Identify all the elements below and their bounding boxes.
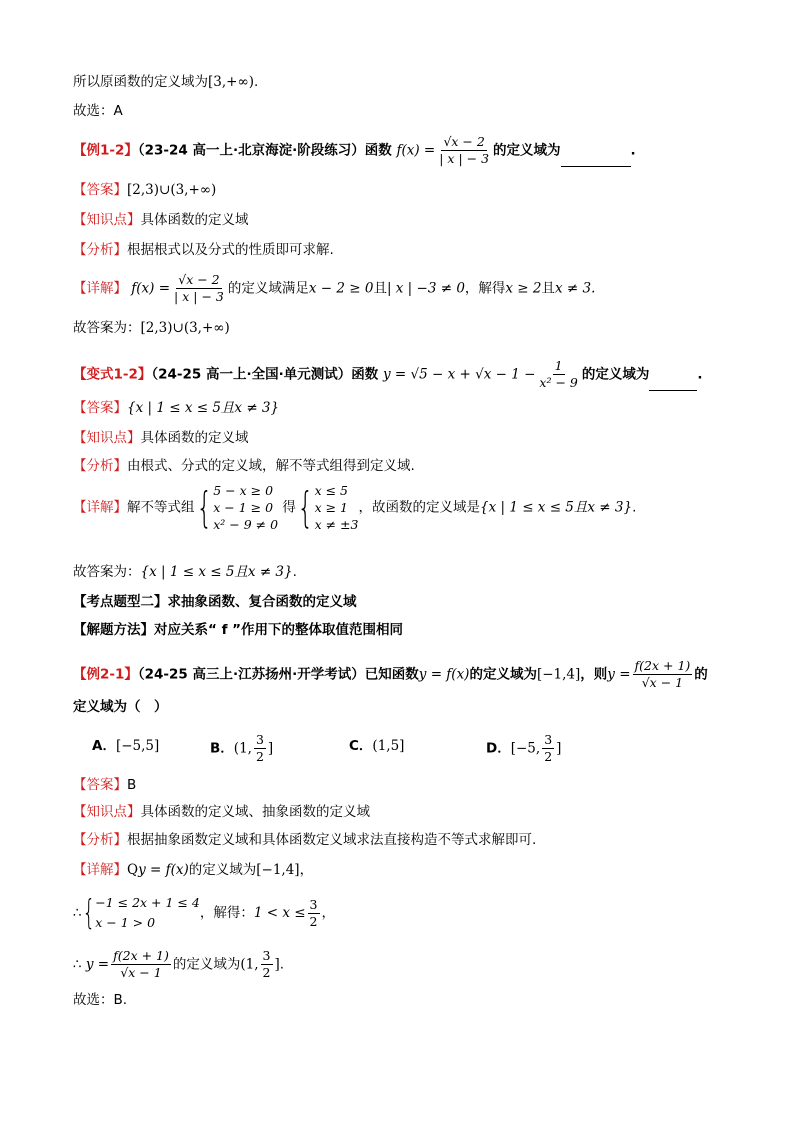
fraction-numerator: 3 (309, 896, 318, 912)
detail-line (73, 482, 636, 533)
analysis-value: 根据根式以及分式的性质即可求解. (127, 242, 334, 258)
system-row: x ≥ 1 (314, 500, 349, 515)
detail-text: ，解得： (199, 905, 254, 921)
knowledge-line (73, 210, 249, 230)
left-brace: { (81, 893, 95, 933)
fraction-numerator: √x − 2 (178, 272, 220, 287)
therefore-symbol: ∴ (73, 905, 82, 921)
fraction-numerator: f(2x + 1) (634, 658, 691, 673)
answer-value: B (127, 777, 137, 793)
detail-line (73, 272, 595, 305)
example-2-1-line2: 定义域为（ ） (73, 699, 168, 715)
function-fraction (537, 358, 579, 391)
knowledge-tag: 【知识点】 (73, 804, 141, 820)
answer-line (73, 398, 279, 418)
so-answer-line (73, 562, 297, 582)
system-row: x ≠ ±3 (314, 517, 359, 532)
knowledge-tag: 【知识点】 (73, 212, 141, 228)
analysis-line (73, 830, 536, 850)
so-answer-line (73, 318, 230, 338)
detail-text: 的定义域满足 (227, 280, 309, 297)
domain-set: {x | 1 ≤ x ≤ 5且x ≠ 3} (479, 499, 633, 516)
system-row: x − 1 > 0 (95, 915, 156, 930)
detail-text: 的定义域为 (188, 862, 257, 878)
function-label: f(x) = (396, 142, 436, 159)
fraction-denominator: 2 (544, 749, 553, 764)
given-domain: [−1,4] (256, 862, 300, 878)
detail-tag: 【详解】 (73, 280, 127, 297)
example-source: （24-25 高三上·江苏扬州·开学考试）已知函数 (137, 666, 419, 683)
knowledge-line (73, 802, 370, 822)
conclusion-domain: [3,+∞) (208, 74, 254, 90)
option-b[interactable] (210, 732, 273, 765)
function-label: y = (607, 666, 631, 683)
domain-fraction (261, 948, 273, 981)
example-text: 的 (694, 666, 708, 683)
answer-line (73, 775, 136, 795)
fraction-denominator: | x | − 3 (174, 289, 224, 304)
option-value: (1,5] (372, 738, 405, 754)
and-text: 且 (541, 280, 556, 297)
example-source: （23-24 高一上·北京海淀·阶段练习）函数 (137, 142, 392, 159)
fraction-numerator: 1 (554, 358, 563, 373)
analysis-tag: 【分析】 (73, 832, 127, 848)
comma: ， (321, 905, 335, 921)
inequality-system (95, 893, 200, 933)
variant-tag: 【变式1-2】 (73, 366, 152, 383)
function-label: y = f(x) (418, 666, 470, 683)
fraction-denominator: | x | − 3 (439, 151, 490, 166)
option-value: ] (556, 740, 562, 757)
condition-1: x − 2 ≥ 0 (308, 280, 374, 297)
section-heading: 【考点题型二】求抽象函数、复合函数的定义域 (73, 594, 357, 610)
answer-tag: 【答案】 (73, 777, 127, 793)
condition-4: x ≠ 3. (555, 280, 596, 297)
period: . (279, 956, 285, 973)
method-line: 【解题方法】对应关系“ f ”作用下的整体取值范围相同 (73, 622, 404, 638)
analysis-tag: 【分析】 (73, 242, 127, 258)
example-tail: 的定义域为 (493, 142, 561, 159)
knowledge-value: 具体函数的定义域、抽象函数的定义域 (140, 804, 370, 820)
fraction-denominator: 2 (262, 965, 271, 980)
function-fraction (111, 948, 171, 981)
fraction-numerator: 3 (544, 732, 553, 747)
detail-line-2 (73, 893, 335, 933)
system-row: x − 1 ≥ 0 (213, 500, 274, 515)
example-1-2 (73, 134, 636, 167)
function-fraction (633, 658, 693, 691)
fraction-denominator: x² − 9 (539, 375, 578, 390)
knowledge-tag: 【知识点】 (73, 430, 141, 446)
final-choice-line: 故选：B. (73, 992, 128, 1008)
period: . (292, 564, 297, 580)
knowledge-line (73, 428, 249, 448)
analysis-value: 由根式、分式的定义域，解不等式组得到定义域. (127, 458, 415, 474)
answer-blank (561, 152, 631, 167)
detail-text: 得 (282, 499, 296, 516)
and-text: 且 (373, 280, 387, 297)
function-label: y = f(x) (138, 862, 189, 878)
analysis-line (73, 456, 415, 476)
analysis-value: 根据抽象函数定义域和具体函数定义域求法直接构造不等式求解即可. (127, 832, 537, 848)
system-row: x² − 9 ≠ 0 (213, 517, 279, 532)
function-expression: y = √5 − x + √x − 1 − (382, 366, 536, 383)
fraction-denominator: √x − 1 (120, 965, 162, 980)
knowledge-value: 具体函数的定义域 (140, 212, 249, 228)
domain-value: (1, (240, 956, 259, 973)
period: . (697, 366, 703, 383)
conclusion-text: 所以原函数的定义域为 (73, 74, 208, 90)
system-row: 5 − x ≥ 0 (213, 483, 274, 498)
fraction-denominator: √x − 1 (641, 675, 684, 690)
option-fraction (254, 732, 266, 765)
knowledge-value: 具体函数的定义域 (140, 430, 249, 446)
fraction-denominator: 2 (309, 913, 318, 929)
function-fraction (437, 134, 491, 167)
detail-tag: 【详解】 (73, 499, 127, 516)
system-row: −1 ≤ 2x + 1 ≤ 4 (95, 895, 200, 910)
detail-text: ，故函数的定义域是 (358, 499, 480, 516)
fraction-numerator: 3 (262, 948, 271, 963)
since-symbol: Q (127, 862, 139, 878)
option-d[interactable] (486, 732, 561, 765)
condition-3: x ≥ 2 (505, 280, 542, 297)
example-tag: 【例2-1】 (73, 666, 138, 683)
option-key: C． (349, 738, 373, 754)
option-a[interactable] (92, 736, 159, 756)
option-value: [−5, (510, 740, 541, 757)
answer-value: [2,3)∪(3,+∞) (127, 182, 217, 198)
conclusion-line (73, 72, 258, 92)
option-key: B． (210, 740, 234, 757)
option-fraction (542, 732, 554, 765)
comma: ， (299, 862, 314, 878)
left-brace: { (195, 482, 212, 532)
answer-value: {x | 1 ≤ x ≤ 5且x ≠ 3} (127, 400, 280, 416)
answer-tag: 【答案】 (73, 182, 127, 198)
example-2-1 (73, 658, 708, 691)
domain-value: ] (274, 956, 280, 973)
option-value: ] (267, 740, 274, 757)
result-fraction (308, 897, 320, 930)
detail-line-3 (73, 948, 284, 981)
result-inequality: 1 < x ≤ (253, 905, 306, 921)
period: . (253, 74, 259, 90)
fraction-numerator: √x − 2 (443, 134, 485, 149)
variant-source: （24-25 高一上·全国·单元测试）函数 (151, 366, 379, 383)
option-key: D． (486, 740, 511, 757)
condition-2: | x | −3 ≠ 0 (386, 280, 465, 297)
answer-blank (649, 376, 697, 391)
function-label: f(x) = (131, 280, 171, 297)
variant-1-2 (73, 358, 702, 391)
function-label: y = (85, 956, 110, 973)
detail-text: ，解得 (464, 280, 506, 297)
period: . (630, 142, 636, 159)
inequality-system (213, 482, 278, 533)
system-row: x ≤ 5 (314, 483, 349, 498)
detail-line (73, 860, 313, 880)
variant-tail: 的定义域为 (581, 366, 650, 383)
analysis-tag: 【分析】 (73, 458, 127, 474)
option-c[interactable] (349, 736, 404, 756)
period: . (632, 499, 637, 516)
option-value: [−5,5] (115, 738, 160, 754)
example-text: ，则 (580, 666, 608, 683)
option-key: A． (92, 738, 116, 754)
example-text: 的定义域为 (469, 666, 537, 683)
given-domain: [−1,4] (536, 666, 581, 683)
detail-text: 的定义域为 (172, 956, 241, 973)
option-value: (1, (233, 740, 252, 757)
function-fraction (172, 272, 226, 305)
detail-text: 解不等式组 (127, 499, 195, 516)
so-answer-value: [2,3)∪(3,+∞) (140, 320, 230, 336)
fraction-numerator: f(2x + 1) (113, 948, 169, 963)
so-answer-value: {x | 1 ≤ x ≤ 5且x ≠ 3} (140, 564, 293, 580)
choice-line: 故选：A (73, 103, 123, 119)
result-system (315, 482, 359, 533)
therefore-symbol: ∴ (73, 956, 82, 973)
answer-line (73, 180, 216, 200)
detail-tag: 【详解】 (73, 862, 127, 878)
example-tag: 【例1-2】 (73, 142, 138, 159)
fraction-numerator: 3 (255, 732, 264, 747)
fraction-denominator: 2 (255, 749, 264, 764)
analysis-line (73, 240, 334, 260)
left-brace: { (297, 482, 314, 532)
so-answer-text: 故答案为： (73, 320, 141, 336)
answer-tag: 【答案】 (73, 400, 127, 416)
so-answer-text: 故答案为： (73, 564, 141, 580)
